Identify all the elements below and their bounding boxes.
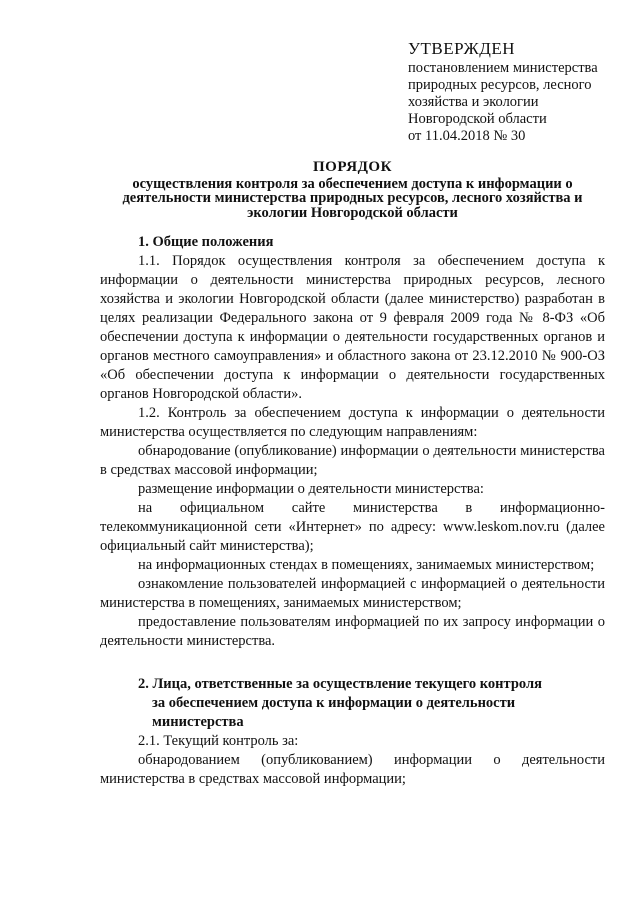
document-title — [100, 160, 605, 220]
section2-heading-line: министерства — [152, 714, 244, 730]
approval-line: Новгородской области — [408, 111, 547, 127]
approval-line: постановлением министерства — [408, 60, 598, 76]
section1-paragraph: на информационных стендах в помещениях, занимаемых министерством; — [138, 557, 595, 573]
section2-heading-line: 2. Лица, ответственные за осуществление текущего контроля — [138, 676, 542, 692]
approval-block — [408, 40, 633, 145]
section1-paragraph: размещение информации о деятельности министерства: — [138, 481, 484, 497]
title-main: ПОРЯДОК — [313, 159, 392, 175]
title-line: экологии Новгородской области — [247, 204, 458, 221]
approval-heading: УТВЕРЖДЕН — [408, 39, 515, 58]
section2-heading-line: за обеспечением доступа к информации о деятельности — [152, 695, 516, 711]
section2-paragraph-2-1: 2.1. Текущий контроль за: — [138, 733, 299, 749]
section1-paragraph-1-2: 1.2. Контроль за обеспечением доступа к информации о деятельности министерства осуществляется по следующим направлениям: — [100, 405, 605, 440]
section1-paragraph: ознакомление пользователей информацией с информацией о деятельности министерства в помещениях, занимаемых министерством; — [100, 576, 605, 611]
section1-paragraph: обнародование (опубликование) информации о деятельности министерства в средствах массовой информации; — [100, 443, 605, 478]
section1-paragraph: предоставление пользователям информацией по их запросу информации о деятельности министерства. — [100, 614, 605, 649]
approval-line: хозяйства и экологии — [408, 94, 539, 110]
approval-line: природных ресурсов, лесного — [408, 77, 592, 93]
approval-date-line: от 11.04.2018 № 30 — [408, 128, 526, 144]
section1-paragraph-1-1: 1.1. Порядок осуществления контроля за обеспечением доступа к информации о деятельности министерства природных ресурсов, лесного хозяйства и экологии Новгородской области (далее министерство) разработан в целях реализации Федерального закона от 9 февраля 2009 года № 8-ФЗ «Об обеспечении доступа к информации о деятельности государственных органов и органов местного самоуправления» и областного закона от 23.12.2010 № 900-ОЗ «Об обеспечении доступа к информации о деятельности государственных органов Новгородской области». — [100, 253, 605, 402]
document-body — [100, 233, 605, 789]
section1-paragraph: на официальном сайте министерства в информационно-телекоммуникационной сети «Интернет» по адресу: www.leskom.nov.ru (далее официальный сайт министерства); — [100, 500, 605, 554]
section2-heading — [100, 675, 605, 732]
section1-heading: 1. Общие положения — [138, 234, 274, 250]
title-line: осуществления контроля за обеспечением доступа к информации о — [132, 175, 573, 192]
section2-paragraph: обнародованием (опубликованием) информации о деятельности министерства в средствах массовой информации; — [100, 752, 605, 787]
title-line: деятельности министерства природных ресурсов, лесного хозяйства и — [122, 190, 583, 206]
